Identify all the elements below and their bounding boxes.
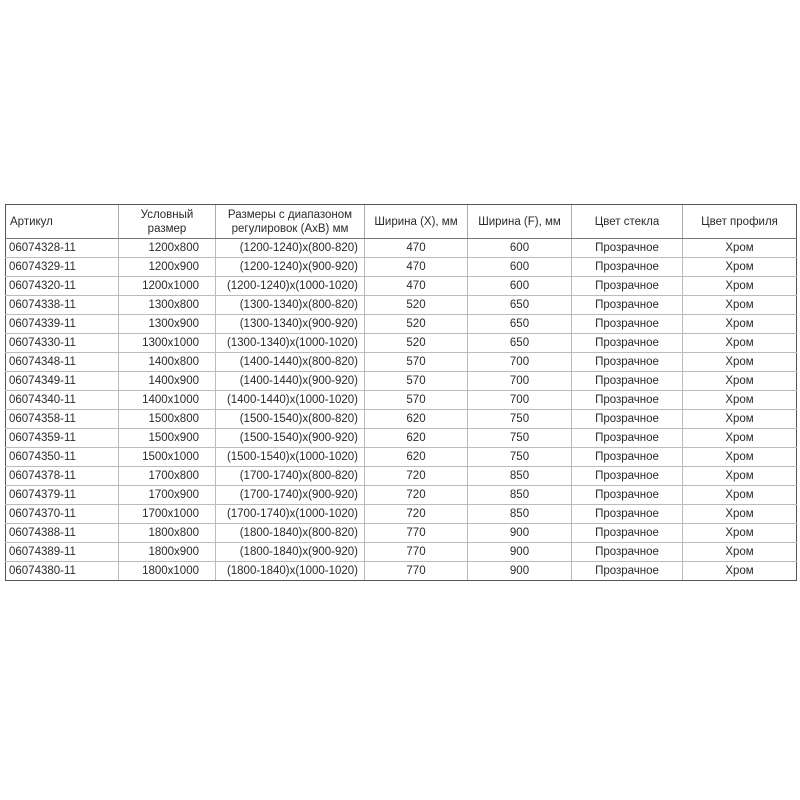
table-row	[6, 543, 797, 562]
product-table-container	[5, 204, 796, 581]
table-row	[6, 448, 797, 467]
product-table	[5, 204, 797, 581]
cell-nominal-size: 1800x1000	[119, 562, 216, 581]
table-row	[6, 239, 797, 258]
cell-adjust-range: (1300-1340)x(800-820)	[216, 296, 365, 315]
table-row	[6, 467, 797, 486]
cell-article: 06074359-11	[6, 429, 119, 448]
cell-adjust-range: (1500-1540)x(1000-1020)	[216, 448, 365, 467]
cell-profile-color: Хром	[683, 296, 797, 315]
table-row	[6, 315, 797, 334]
cell-width-f: 750	[468, 448, 572, 467]
table-header	[6, 205, 797, 239]
table-row	[6, 277, 797, 296]
cell-width-f: 900	[468, 524, 572, 543]
cell-article: 06074349-11	[6, 372, 119, 391]
cell-width-x: 520	[365, 315, 468, 334]
cell-article: 06074339-11	[6, 315, 119, 334]
cell-profile-color: Хром	[683, 410, 797, 429]
cell-width-x: 720	[365, 467, 468, 486]
cell-glass-color: Прозрачное	[572, 543, 683, 562]
cell-profile-color: Хром	[683, 562, 797, 581]
cell-article: 06074340-11	[6, 391, 119, 410]
cell-profile-color: Хром	[683, 429, 797, 448]
cell-nominal-size: 1700x800	[119, 467, 216, 486]
cell-width-f: 850	[468, 486, 572, 505]
table-row	[6, 486, 797, 505]
cell-glass-color: Прозрачное	[572, 448, 683, 467]
cell-article: 06074328-11	[6, 239, 119, 258]
cell-width-f: 600	[468, 239, 572, 258]
cell-nominal-size: 1200x800	[119, 239, 216, 258]
cell-adjust-range: (1700-1740)x(1000-1020)	[216, 505, 365, 524]
cell-glass-color: Прозрачное	[572, 524, 683, 543]
cell-article: 06074348-11	[6, 353, 119, 372]
table-row	[6, 334, 797, 353]
cell-glass-color: Прозрачное	[572, 239, 683, 258]
cell-adjust-range: (1800-1840)x(1000-1020)	[216, 562, 365, 581]
cell-width-f: 650	[468, 296, 572, 315]
cell-glass-color: Прозрачное	[572, 296, 683, 315]
cell-article: 06074350-11	[6, 448, 119, 467]
cell-adjust-range: (1700-1740)x(800-820)	[216, 467, 365, 486]
cell-width-f: 700	[468, 353, 572, 372]
cell-width-x: 620	[365, 410, 468, 429]
cell-profile-color: Хром	[683, 372, 797, 391]
cell-nominal-size: 1400x1000	[119, 391, 216, 410]
cell-adjust-range: (1800-1840)x(800-820)	[216, 524, 365, 543]
cell-glass-color: Прозрачное	[572, 391, 683, 410]
cell-width-x: 770	[365, 562, 468, 581]
cell-width-f: 600	[468, 277, 572, 296]
cell-profile-color: Хром	[683, 524, 797, 543]
cell-article: 06074338-11	[6, 296, 119, 315]
cell-width-f: 850	[468, 467, 572, 486]
cell-nominal-size: 1300x1000	[119, 334, 216, 353]
cell-width-x: 620	[365, 448, 468, 467]
cell-glass-color: Прозрачное	[572, 258, 683, 277]
cell-adjust-range: (1200-1240)x(1000-1020)	[216, 277, 365, 296]
cell-width-f: 750	[468, 410, 572, 429]
cell-profile-color: Хром	[683, 467, 797, 486]
cell-width-x: 720	[365, 505, 468, 524]
cell-adjust-range: (1400-1440)x(800-820)	[216, 353, 365, 372]
cell-width-x: 470	[365, 258, 468, 277]
cell-profile-color: Хром	[683, 277, 797, 296]
cell-nominal-size: 1200x1000	[119, 277, 216, 296]
cell-article: 06074370-11	[6, 505, 119, 524]
cell-profile-color: Хром	[683, 391, 797, 410]
cell-nominal-size: 1200x900	[119, 258, 216, 277]
cell-width-x: 520	[365, 296, 468, 315]
cell-width-x: 720	[365, 486, 468, 505]
header-row	[6, 205, 797, 239]
cell-width-x: 470	[365, 239, 468, 258]
cell-nominal-size: 1500x1000	[119, 448, 216, 467]
header-width-x: Ширина (X), мм	[365, 205, 468, 239]
cell-profile-color: Хром	[683, 448, 797, 467]
cell-article: 06074358-11	[6, 410, 119, 429]
cell-width-f: 650	[468, 315, 572, 334]
table-row	[6, 353, 797, 372]
cell-width-f: 650	[468, 334, 572, 353]
cell-width-x: 570	[365, 391, 468, 410]
cell-nominal-size: 1800x800	[119, 524, 216, 543]
cell-nominal-size: 1500x800	[119, 410, 216, 429]
table-body	[6, 239, 797, 581]
cell-width-f: 750	[468, 429, 572, 448]
cell-nominal-size: 1800x900	[119, 543, 216, 562]
cell-profile-color: Хром	[683, 258, 797, 277]
header-adjust-range: Размеры с диапазоном регулировок (AxB) мм	[216, 205, 365, 239]
cell-adjust-range: (1500-1540)x(800-820)	[216, 410, 365, 429]
table-row	[6, 562, 797, 581]
header-glass-color: Цвет стекла	[572, 205, 683, 239]
table-row	[6, 410, 797, 429]
cell-width-f: 600	[468, 258, 572, 277]
cell-article: 06074378-11	[6, 467, 119, 486]
cell-nominal-size: 1300x900	[119, 315, 216, 334]
cell-width-x: 770	[365, 524, 468, 543]
cell-adjust-range: (1400-1440)x(1000-1020)	[216, 391, 365, 410]
cell-article: 06074389-11	[6, 543, 119, 562]
cell-width-x: 570	[365, 372, 468, 391]
cell-glass-color: Прозрачное	[572, 505, 683, 524]
cell-adjust-range: (1400-1440)x(900-920)	[216, 372, 365, 391]
cell-width-f: 900	[468, 543, 572, 562]
header-article: Артикул	[6, 205, 119, 239]
cell-glass-color: Прозрачное	[572, 372, 683, 391]
cell-width-x: 620	[365, 429, 468, 448]
cell-glass-color: Прозрачное	[572, 334, 683, 353]
cell-profile-color: Хром	[683, 334, 797, 353]
cell-nominal-size: 1400x800	[119, 353, 216, 372]
cell-adjust-range: (1700-1740)x(900-920)	[216, 486, 365, 505]
cell-nominal-size: 1700x1000	[119, 505, 216, 524]
table-row	[6, 372, 797, 391]
cell-article: 06074320-11	[6, 277, 119, 296]
cell-adjust-range: (1300-1340)x(900-920)	[216, 315, 365, 334]
table-row	[6, 391, 797, 410]
cell-glass-color: Прозрачное	[572, 562, 683, 581]
cell-width-x: 470	[365, 277, 468, 296]
header-width-f: Ширина (F), мм	[468, 205, 572, 239]
cell-glass-color: Прозрачное	[572, 410, 683, 429]
cell-adjust-range: (1800-1840)x(900-920)	[216, 543, 365, 562]
header-nominal-size: Условный размер	[119, 205, 216, 239]
table-row	[6, 524, 797, 543]
cell-profile-color: Хром	[683, 543, 797, 562]
cell-width-f: 700	[468, 372, 572, 391]
cell-nominal-size: 1300x800	[119, 296, 216, 315]
cell-profile-color: Хром	[683, 353, 797, 372]
cell-glass-color: Прозрачное	[572, 467, 683, 486]
cell-profile-color: Хром	[683, 239, 797, 258]
cell-article: 06074330-11	[6, 334, 119, 353]
cell-width-x: 570	[365, 353, 468, 372]
cell-article: 06074379-11	[6, 486, 119, 505]
cell-adjust-range: (1200-1240)x(800-820)	[216, 239, 365, 258]
cell-glass-color: Прозрачное	[572, 277, 683, 296]
cell-profile-color: Хром	[683, 315, 797, 334]
cell-adjust-range: (1500-1540)x(900-920)	[216, 429, 365, 448]
cell-article: 06074380-11	[6, 562, 119, 581]
table-row	[6, 258, 797, 277]
cell-glass-color: Прозрачное	[572, 429, 683, 448]
cell-nominal-size: 1500x900	[119, 429, 216, 448]
cell-article: 06074329-11	[6, 258, 119, 277]
cell-width-x: 520	[365, 334, 468, 353]
table-row	[6, 429, 797, 448]
cell-profile-color: Хром	[683, 486, 797, 505]
cell-nominal-size: 1400x900	[119, 372, 216, 391]
cell-width-x: 770	[365, 543, 468, 562]
cell-adjust-range: (1200-1240)x(900-920)	[216, 258, 365, 277]
cell-glass-color: Прозрачное	[572, 353, 683, 372]
cell-article: 06074388-11	[6, 524, 119, 543]
table-row	[6, 505, 797, 524]
cell-width-f: 900	[468, 562, 572, 581]
header-profile-color: Цвет профиля	[683, 205, 797, 239]
cell-nominal-size: 1700x900	[119, 486, 216, 505]
cell-width-f: 700	[468, 391, 572, 410]
cell-adjust-range: (1300-1340)x(1000-1020)	[216, 334, 365, 353]
table-row	[6, 296, 797, 315]
cell-width-f: 850	[468, 505, 572, 524]
cell-profile-color: Хром	[683, 505, 797, 524]
cell-glass-color: Прозрачное	[572, 315, 683, 334]
cell-glass-color: Прозрачное	[572, 486, 683, 505]
